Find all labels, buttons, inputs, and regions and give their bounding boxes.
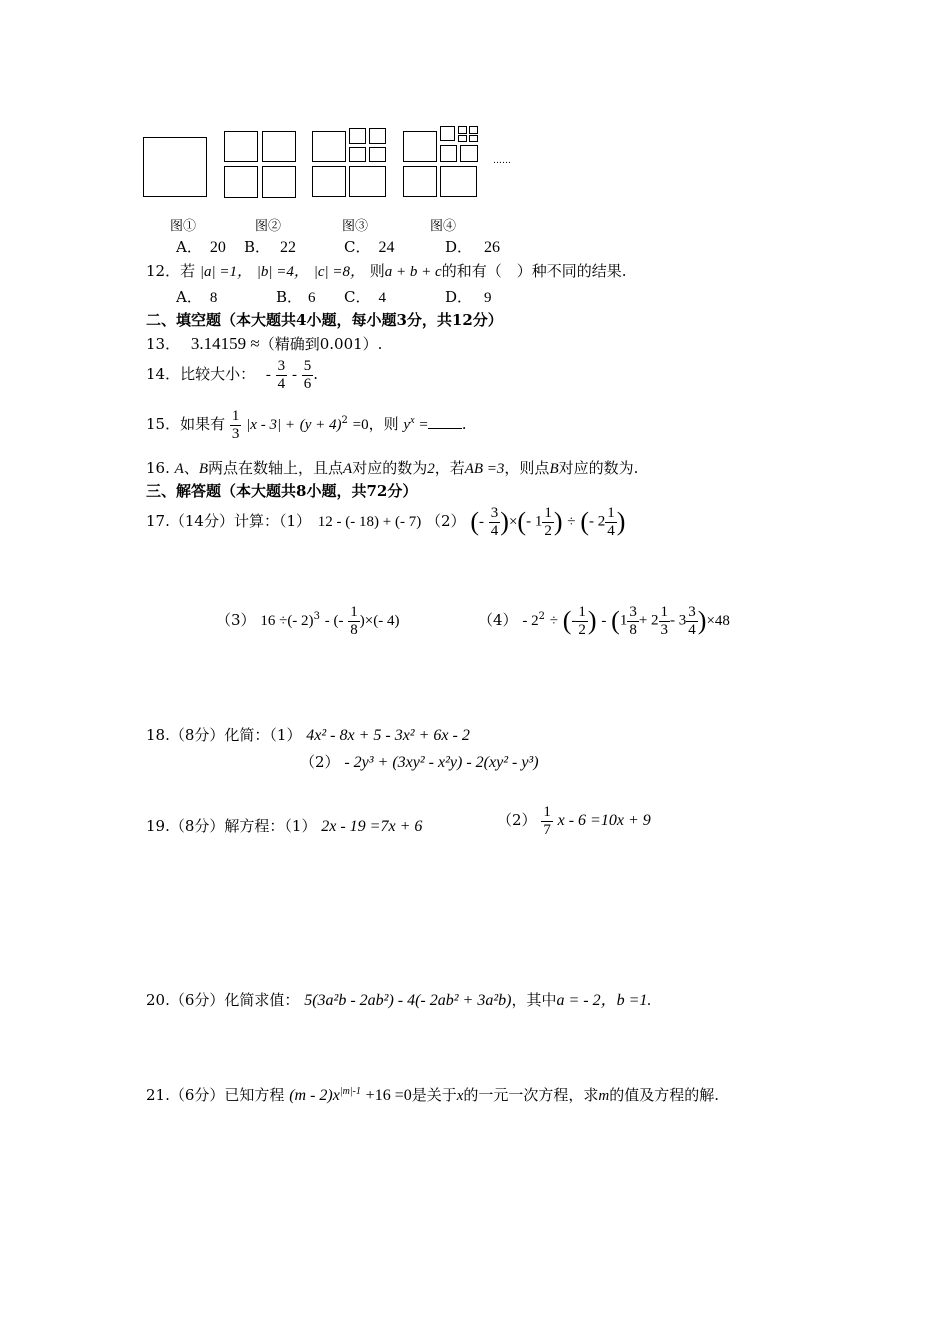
q17-part-4: $(4) - 2^2$ ÷ (- $\frac{1}{2}$ ) - (1 $\frac{3}{8}$ + 2 $\frac{1}{3}$ - 3 $\frac{3}{4}$ )×48 — [478, 604, 730, 638]
figure-2 — [224, 131, 296, 198]
q18-line-1: 18.（8分）化简：（1） 4x² - 8x + 5 - 3x² + 6x - 2 — [146, 726, 470, 744]
figure-dots: …… — [493, 156, 511, 166]
q18-line-2: （2） - 2y³ + (3xy² - x²y) - 2(xy² - y³) — [300, 753, 539, 771]
figure-label-4: 图④ — [430, 219, 457, 234]
q12-stem: 12．若 |a| =1， |b| =4， |c| =8， 则a + b + c的和有（ ）种不同的结果. — [146, 262, 627, 280]
q14: 14．比较大小： - $\frac{3}{4}$ - $\frac{5}{6}$ . — [146, 358, 319, 392]
figure-label-2: 图② — [255, 219, 282, 234]
q11-option-c: C． 24 — [344, 238, 395, 256]
q12-option-d: D． 9 — [445, 288, 492, 306]
q20: 20.（6分）化简求值： 5(3a²b - 2ab²) - 4(- 2ab² + 3a²b)，其中a = - 2，b =1. — [146, 991, 652, 1009]
q19: 19.（8分）解方程：（1） 2x - 19 =7x + 6 — [146, 817, 423, 835]
q11-option-d: D． 26 — [445, 238, 501, 256]
section-3-heading: 三、解答题（本大题共8小题，共72分） — [146, 482, 418, 500]
figure-label-3: 图③ — [342, 219, 369, 234]
figure-label-1: 图① — [170, 219, 197, 234]
q16: 16. A、B两点在数轴上，且点A对应的数为2，若AB =3，则点B对应的数为. — [146, 459, 639, 477]
q11-option-b: B． 22 — [244, 238, 297, 256]
figure-1 — [143, 137, 207, 197]
q17-line-1: 17.（14分）计算：（1） 12 - (- 18) + (- 7) （2） (- $\frac{3}{4}$ )×(- 1 $\frac{1}{2}$ ) ÷ (- 2 $\frac{1}{4}$ ) — [146, 505, 626, 539]
q17-part-3: （3） 16 ÷(- 2)$^3$ - (- $\frac{1}{8}$ )×(- 4) — [216, 604, 400, 638]
q21: 21.（6分）已知方程 $(m - 2)x^{|m|-1} +16 =0$是关于x的一元一次方程，求m的值及方程的解. — [146, 1086, 720, 1104]
section-2-heading: 二、填空题（本大题共4小题，每小题3分，共12分） — [146, 311, 503, 329]
q13: 13． 3.14159 ≈（精确到0.001）. — [146, 334, 383, 353]
q12-option-c: C． 4 — [344, 288, 386, 306]
figure-3 — [312, 128, 386, 198]
figure-4 — [403, 126, 479, 198]
q15: 15．如果有 $\frac{1}{3}$ $|x - 3| + (y + 4)^2 =0$，则 $y^x$ = . — [146, 408, 467, 442]
q19-part-2: （2） $\frac{1}{7}$ x - 6 =10x + 9 — [497, 804, 651, 838]
q11-option-a: A． 20 — [176, 238, 226, 256]
q12-option-a: A． 8 — [176, 288, 218, 306]
q12-option-b: B． 6 — [276, 288, 316, 306]
